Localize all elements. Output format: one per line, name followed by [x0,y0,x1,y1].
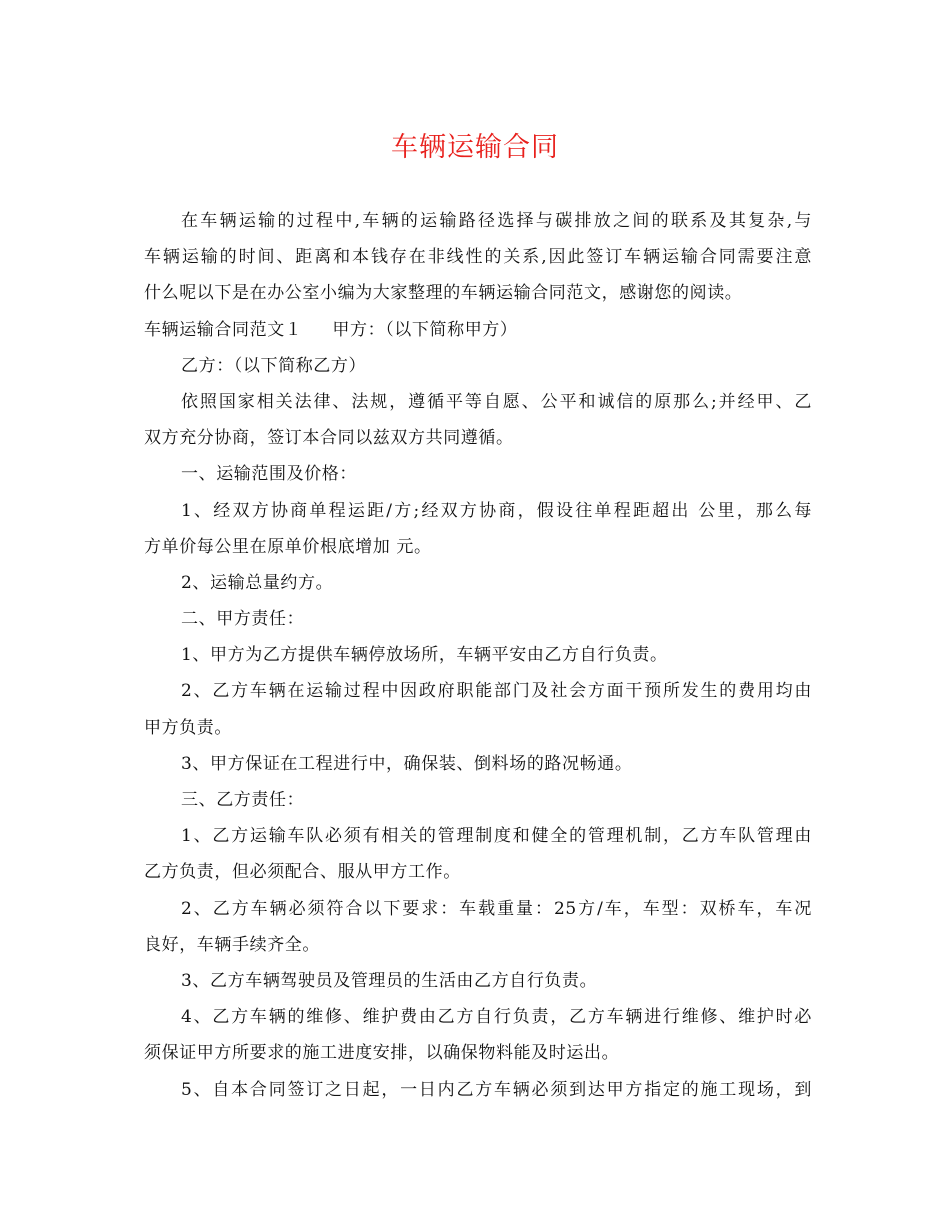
section-heading: 一、运输范围及价格： [181,464,357,485]
sample-heading: 车辆运输合同范文１ [144,319,303,340]
document-title: 车辆运输合同 [391,132,559,163]
paragraph-line: 4、乙方车辆的维修、维护费由乙方自行负责，乙方车辆进行维修、维护时必 [181,1007,812,1028]
paragraph-line: 双方充分协商，签订本合同以兹双方共同遵循。 [144,428,514,449]
paragraph-line: 方单价每公里在原单价根底增加 元。 [144,536,432,557]
paragraph-line: 须保证甲方所要求的施工进度安排，以确保物料能及时运出。 [144,1043,620,1064]
sample-heading-line [144,312,812,348]
paragraph-line: 2、乙方车辆在运输过程中因政府职能部门及社会方面干预所发生的费用均由 [181,681,812,702]
paragraph-line: 乙方负责，但必须配合、服从甲方工作。 [144,862,461,883]
paragraph-line: 5、自本合同签订之日起，一日内乙方车辆必须到达甲方指定的施工现场，到 [181,1079,812,1100]
paragraph-line: 1、经双方协商单程运距/方;经双方协商，假设往单程距超出 公里，那么每 [181,500,812,521]
paragraph-line: 1、乙方运输车队必须有相关的管理制度和健全的管理机制，乙方车队管理由 [181,826,812,847]
paragraph-line: 3、甲方保证在工程进行中，确保装、倒料场的路况畅通。 [181,753,633,774]
section-heading: 三、乙方责任： [181,790,305,810]
paragraph-line: 甲方负责。 [144,717,232,738]
paragraph-line: 车辆运输的时间、距离和本钱存在非线性的关系,因此签订车辆运输合同需要注意 [144,247,812,268]
paragraph-line: 2、运输总量约方。 [181,572,334,593]
paragraph-line: 1、甲方为乙方提供车辆停放场所，车辆平安由乙方自行负责。 [181,645,668,666]
paragraph-line: 什么呢以下是在办公室小编为大家整理的车辆运输合同范文，感谢您的阅读。 [144,283,743,304]
paragraph-line: 3、乙方车辆驾驶员及管理员的生活由乙方自行负责。 [181,970,598,991]
party-a-label: 甲方：（以下简称甲方） [332,319,518,340]
party-b-label: 乙方：（以下简称乙方） [181,355,367,376]
section-heading: 二、甲方责任： [181,609,305,630]
paragraph-line: 良好，车辆手续齐全。 [144,934,320,955]
paragraph-line: 在车辆运输的过程中,车辆的运输路径选择与碳排放之间的联系及其复杂,与 [181,211,812,231]
paragraph-line: 2、乙方车辆必须符合以下要求：车载重量：25方/车，车型：双桥车，车况 [181,898,812,919]
paragraph-line: 依照国家相关法律、法规，遵循平等自愿、公平和诚信的原那么;并经甲、乙 [181,391,812,412]
document-body [144,203,812,1108]
